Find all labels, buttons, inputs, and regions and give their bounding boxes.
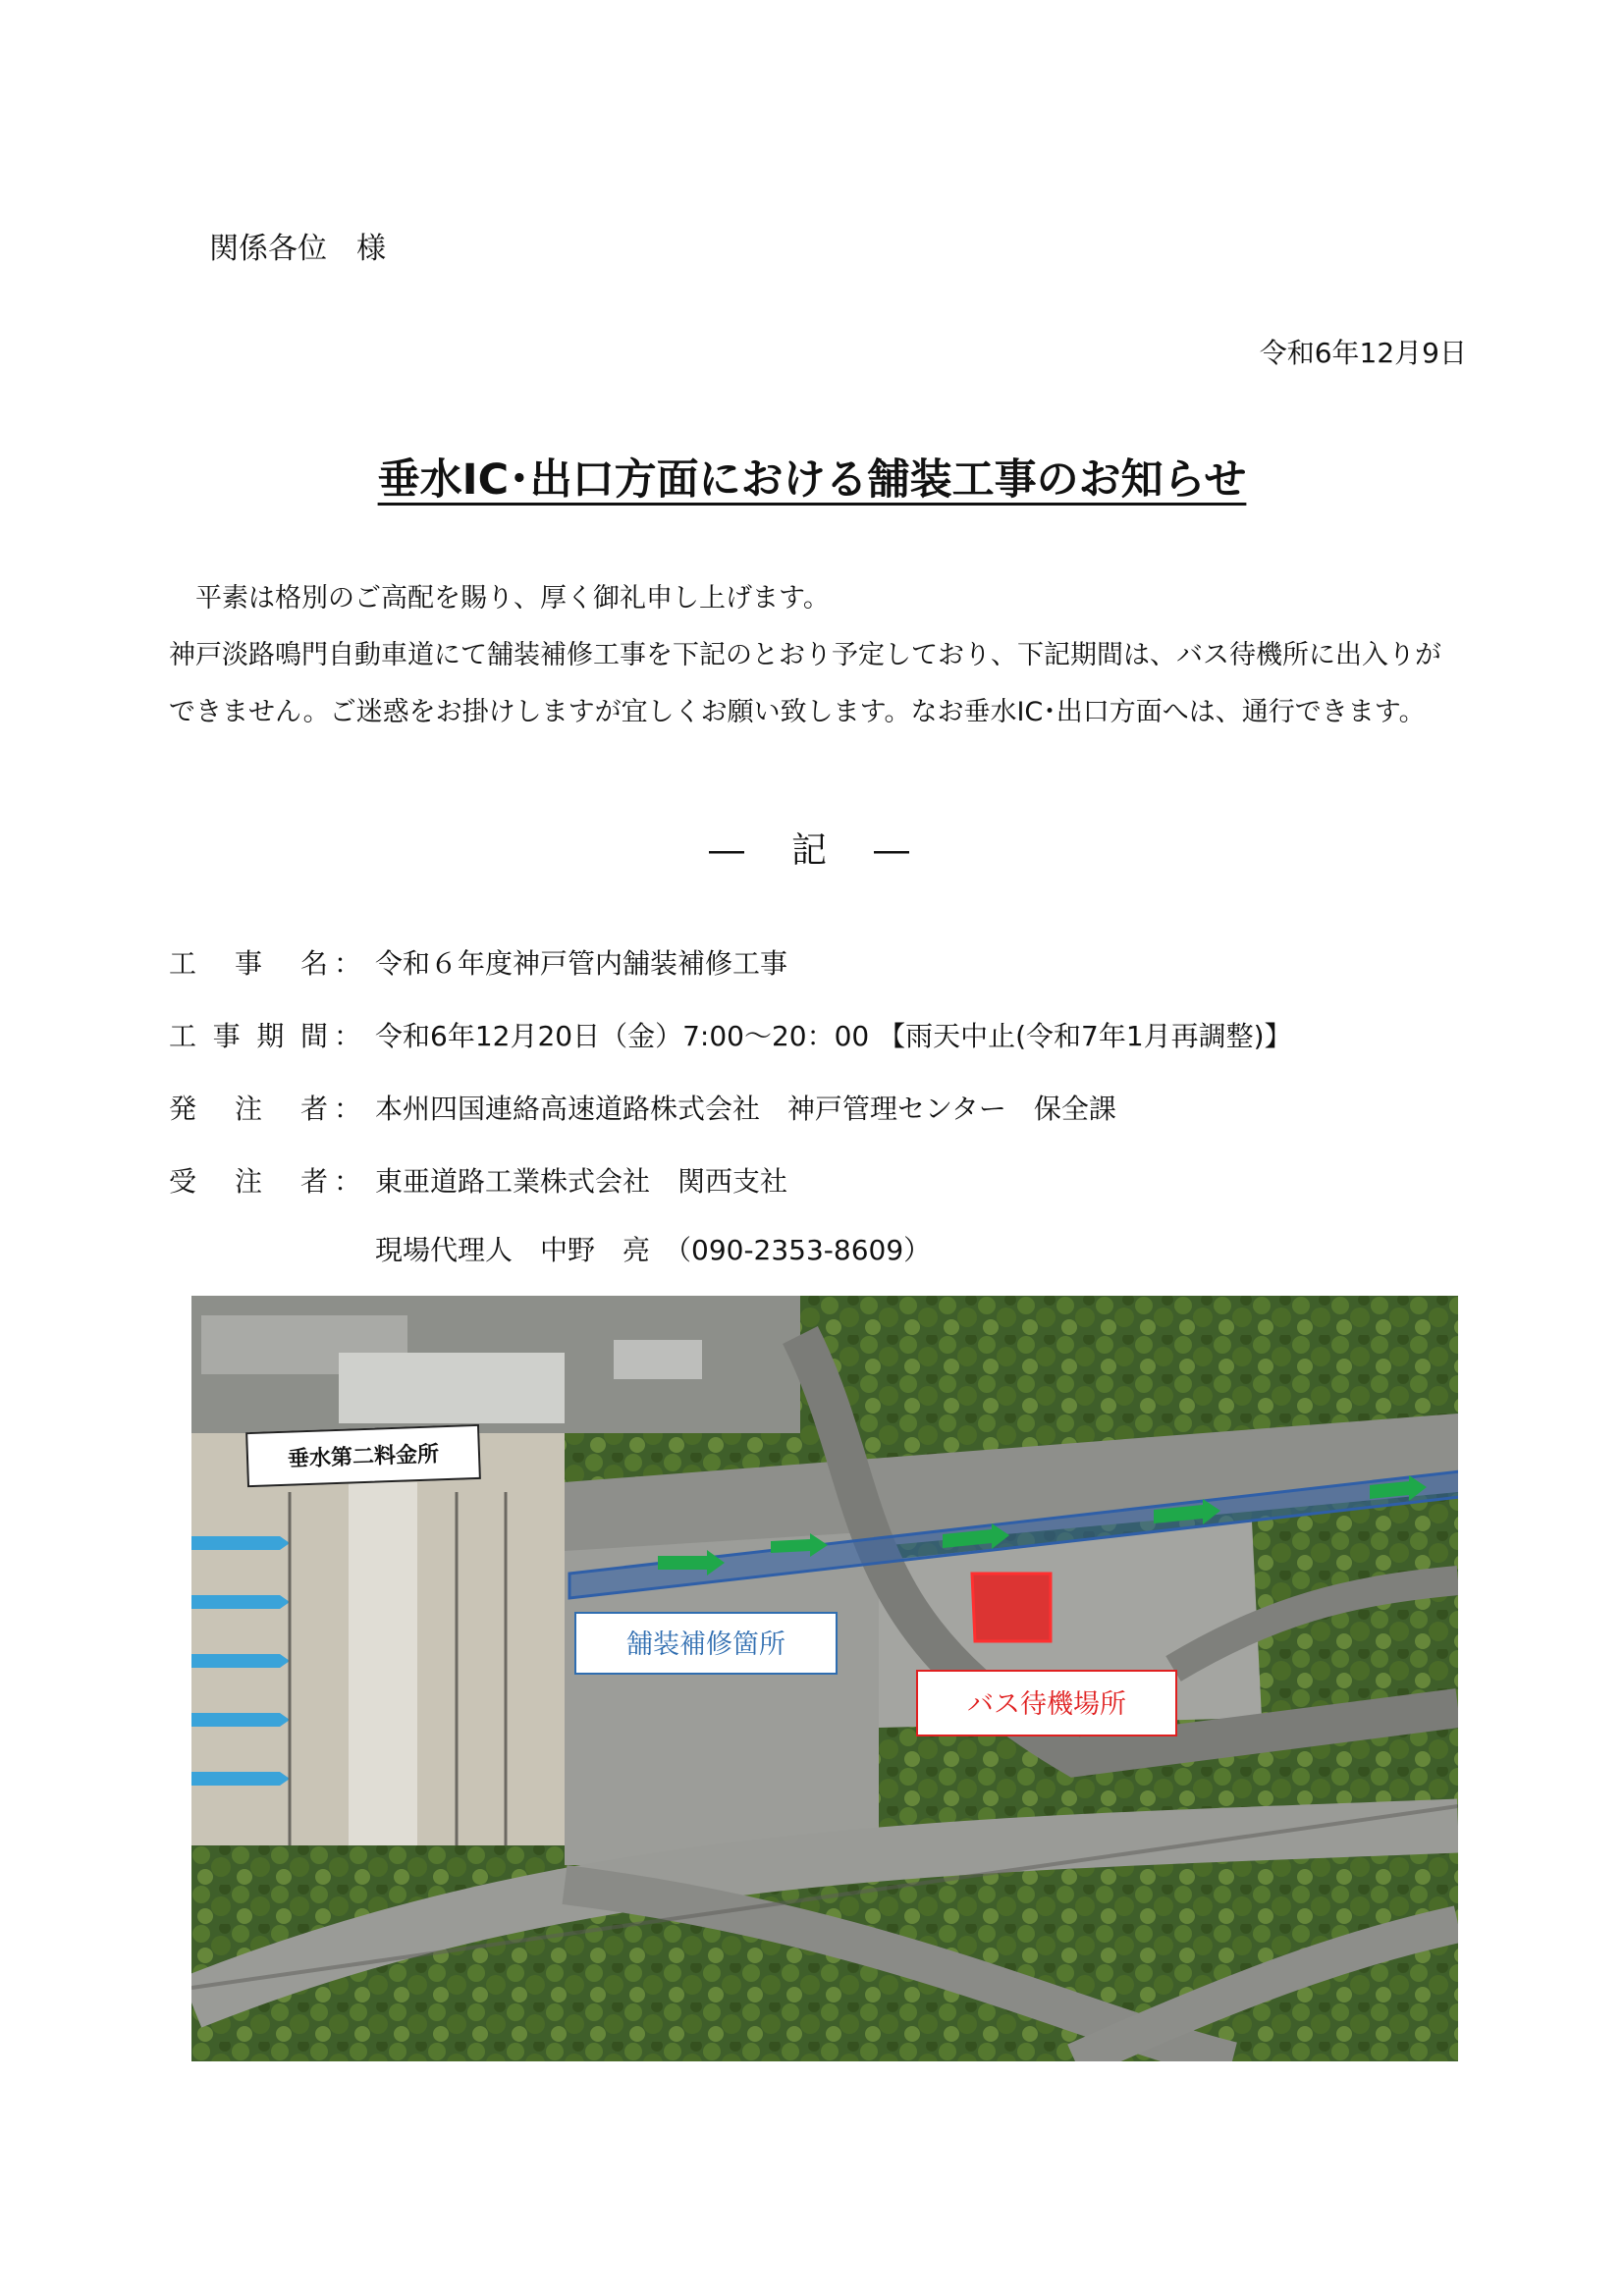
bus-waiting-area-label: バス待機場所 — [916, 1670, 1177, 1736]
aerial-map-image — [191, 1296, 1458, 2061]
body-line-1: 平素は格別のご高配を賜り、厚く御礼申し上げます。 — [169, 583, 830, 614]
detail-colon: ： — [333, 1093, 361, 1125]
detail-colon: ： — [333, 1165, 361, 1198]
detail-row-work-period — [169, 1015, 1292, 1054]
addressee: 関係各位 様 — [209, 232, 386, 266]
body-line-2: 神戸淡路鳴門自動車道にて舗装補修工事を下記のとおり予定しており、下記期間は、バス待機所に出入りが — [169, 640, 1441, 670]
body-line-3: できません。ご迷惑をお掛けしますが宜しくお願い致します。なお垂水IC･出口方面へは、通行できます。 — [169, 697, 1426, 727]
detail-row-contractor — [169, 1160, 787, 1200]
site-agent: 現場代理人 中野 亮 （090-2353-8609） — [375, 1234, 932, 1266]
detail-colon: ： — [333, 1020, 361, 1052]
detail-label: 工事期間 — [169, 1020, 328, 1052]
detail-value: 本州四国連絡高速道路株式会社 神戸管理センター 保全課 — [375, 1093, 1116, 1125]
document-title: 垂水IC･出口方面における舗装工事のお知らせ — [377, 455, 1247, 505]
detail-label: 発注者 — [169, 1093, 328, 1125]
toll-gate-label: 垂水第二料金所 — [245, 1424, 481, 1487]
detail-value: 東亜道路工業株式会社 関西支社 — [375, 1165, 788, 1198]
document-date: 令和6年12月9日 — [1259, 337, 1467, 369]
detail-label: 受注者 — [169, 1165, 328, 1198]
detail-label: 工事名 — [169, 947, 328, 980]
detail-value: 令和6年12月20日（金）7:00～20：00 【雨天中止(令和7年1月再調整)】 — [375, 1020, 1292, 1052]
aerial-map — [191, 1296, 1458, 2061]
repair-area-label: 舗装補修箇所 — [574, 1612, 838, 1675]
detail-value: 令和６年度神戸管内舗装補修工事 — [375, 947, 788, 980]
detail-row-orderer — [169, 1088, 1116, 1127]
ki-heading: ― 記 ― — [708, 830, 915, 871]
detail-row-work-name — [169, 942, 787, 982]
detail-colon: ： — [333, 947, 361, 980]
